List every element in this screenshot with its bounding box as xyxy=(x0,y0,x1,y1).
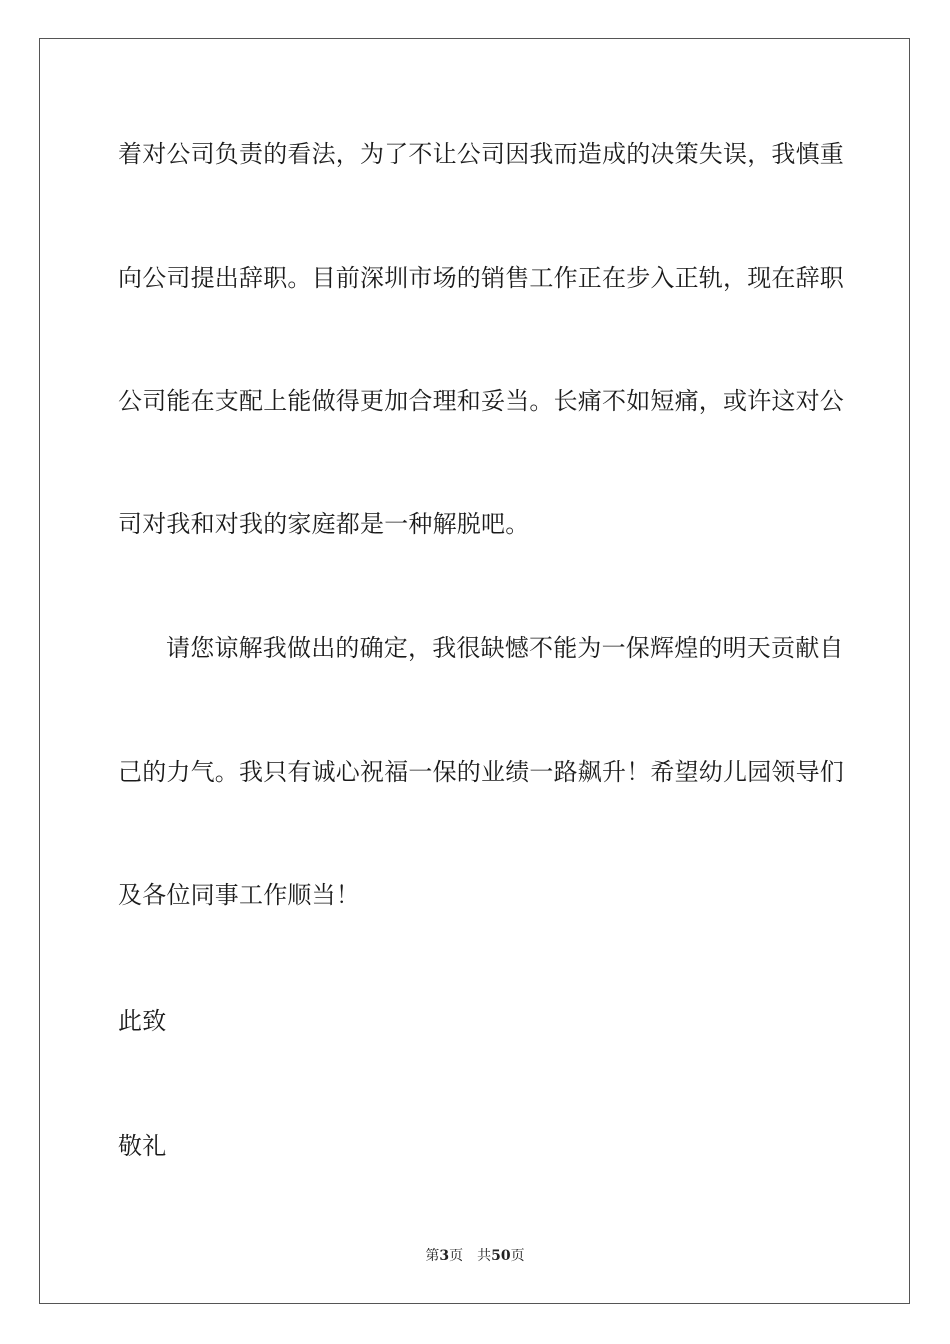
page-footer xyxy=(0,1247,950,1265)
page-label-prefix: 第 xyxy=(425,1248,440,1264)
page-label-suffix: 页 xyxy=(449,1248,464,1264)
page-border xyxy=(39,38,910,1304)
body-line-7: 及各位同事工作顺当！ xyxy=(118,881,360,909)
body-line-2: 向公司提出辞职。目前深圳市场的销售工作正在步入正轨，现在辞职 xyxy=(118,264,844,292)
closing-salutation: 此致 xyxy=(118,1007,167,1035)
total-label-prefix: 共 xyxy=(477,1248,492,1264)
page-number: 3 xyxy=(439,1248,450,1264)
body-line-5: 请您谅解我做出的确定，我很缺憾不能为一保辉煌的明天贡献自 xyxy=(166,634,844,662)
body-line-6: 己的力气。我只有诚心祝福一保的业绩一路飙升！希望幼儿园领导们 xyxy=(118,758,844,786)
total-pages: 50 xyxy=(491,1248,511,1264)
body-line-3: 公司能在支配上能做得更加合理和妥当。长痛不如短痛，或许这对公 xyxy=(118,387,844,415)
total-label-suffix: 页 xyxy=(510,1248,525,1264)
body-line-4: 司对我和对我的家庭都是一种解脱吧。 xyxy=(118,510,530,538)
body-line-1: 着对公司负责的看法，为了不让公司因我而造成的决策失误，我慎重 xyxy=(118,140,844,168)
closing-regards: 敬礼 xyxy=(118,1132,167,1160)
